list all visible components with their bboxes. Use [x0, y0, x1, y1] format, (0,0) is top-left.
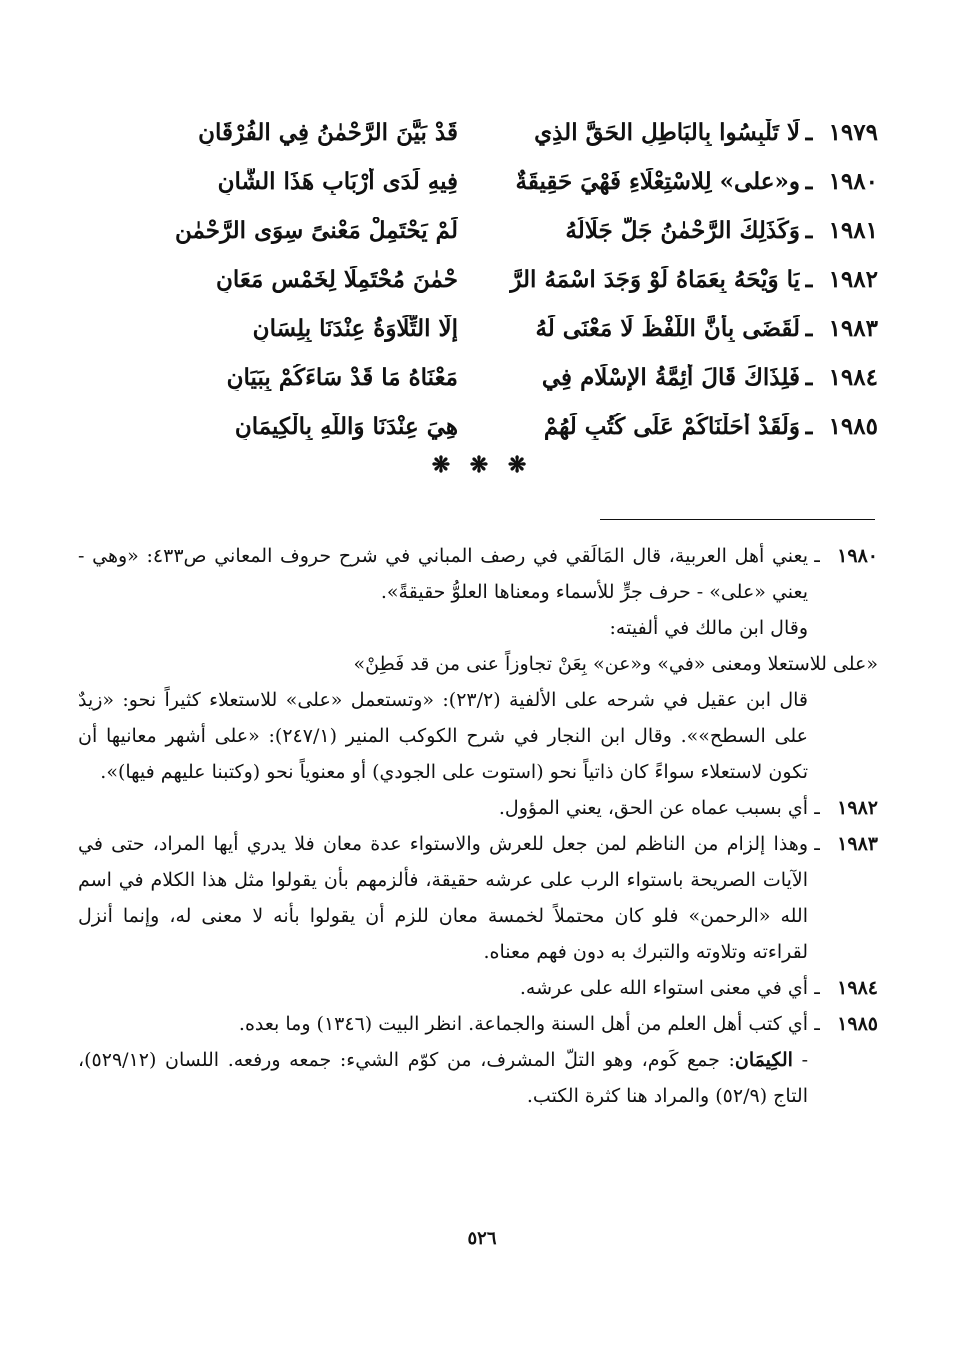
verse-dash: ـ [805, 315, 813, 342]
verse-dash: ـ [805, 168, 813, 195]
verse-second-hemistich: حْمٰنَ مُحْتَمِلًا لِخَمْسِ مَعَانِ [216, 266, 458, 293]
verse-line [78, 157, 878, 206]
verse-dash: ـ [805, 266, 813, 293]
verse-second-hemistich: لَمْ يَحْتَمِلْ مَعْنىً سِوَى الرَّحْمٰنِ [174, 217, 458, 244]
footnote-rule [600, 519, 875, 520]
verse-second-hemistich: هِيَ عِنْدَنَا وَاللَّهِ بِالْكِيمَانِ [234, 413, 458, 440]
verse-first-hemistich: يَا وَيْحَهُ بِعَمَاهُ لَوْ وَجَدَ اسْمَهُ الرَّ [510, 266, 800, 293]
term-definition: : جمع كَوم، وهو التلّ المشرف، من كوّم الشيء: جمعه ورفعه. اللسان (٥٢٩/١٢)، التاج (٥٢/٩) والمراد هنا كثرة الكتب. [78, 1049, 808, 1107]
footnote-body [78, 826, 808, 970]
footnote-paragraph: يعني أهل العربية، قال المَالَقي في رصف المباني في شرح حروف المعاني ص٤٣٣: «وهي - يعني «على» - حرف جرٍّ للأسماء ومعناها العلوُّ حقيقةً». [78, 545, 808, 603]
footnote-number: ١٩٨٠ [837, 545, 878, 567]
footnote [78, 538, 878, 790]
verse-second-hemistich: مَعْنَاهُ مَا قَدْ سَاءَكُمْ بِبَيَانِ [226, 364, 458, 391]
verse-first-hemistich: لَقَضَى بِأَنَّ اللَّفْظَ لَا مَعْنَى لَهُ [535, 315, 800, 342]
verse-second-hemistich: قَدْ بَيَّنَ الرَّحْمٰنُ فِي الفُرْقَانِ [198, 119, 458, 146]
verse-line [78, 206, 878, 255]
footnote-body [78, 970, 808, 1006]
verse-line [78, 304, 878, 353]
verse-number: ١٩٧٩ [828, 119, 878, 146]
verse-number: ١٩٨٣ [828, 315, 878, 342]
verse-line [78, 108, 878, 157]
footnote [78, 970, 878, 1006]
footnote-paragraph: وهذا إلزام من الناظم لمن جعل للعرش والاستواء عدة معان فلا يدري أيها المراد، حتى في الآيات الصريحة باستواء الرب على عرشه حقيقة، فألزمهم بأن يقولوا مثل هذا الكلام في اسم الله «الرحمن» فلو كان محتملاً لخمسة معان للزم أن يقولوا بأنه لا معنى له، وإنما أنزل لقراءته وتلاوته والتبرك به دون فهم معناه. [78, 833, 808, 963]
verse-number: ١٩٨٥ [828, 413, 878, 440]
footnote [78, 1006, 878, 1114]
footnote-dash: ـ [814, 797, 820, 819]
footnote-body [78, 790, 808, 826]
verse-dash: ـ [805, 119, 813, 146]
quoted-verse: «على للاستعلا ومعنى «في» و«عن» بِعَنْ تجاوزاً عنى من قد فَطِنْ» [353, 653, 878, 675]
verse-first-hemistich: لَا تَلْبِسُوا بِالبَاطِلِ الحَقَّ الذِي [534, 119, 800, 146]
footnote-dash: ـ [814, 545, 820, 567]
verse-number: ١٩٨٢ [828, 266, 878, 293]
verses-block [78, 108, 878, 451]
verse-line [78, 353, 878, 402]
footnote-dash: ـ [814, 1013, 820, 1035]
glossary-term: الكِيمَان [734, 1049, 793, 1071]
verse-line [78, 402, 878, 451]
verse-second-hemistich: إِلَّا التِّلَاوَةُ عِنْدَنَا بِلِسَانِ [252, 315, 458, 342]
footnote-paragraph: أي بسبب عماه عن الحق، يعني المؤول. [498, 797, 808, 819]
verse-first-hemistich: وَلَقَدْ أَحَلْنَاكُمْ عَلَى كُتُبٍ لَهُمْ [543, 413, 800, 440]
footnote-body [78, 1006, 808, 1114]
verse-first-hemistich: وَكَذَلِكَ الرَّحْمٰنُ جَلَّ جَلَالُهُ [565, 217, 800, 244]
footnote-number: ١٩٨٣ [837, 833, 878, 855]
term-prefix: - [792, 1049, 808, 1071]
page-number: ٥٢٦ [467, 1228, 497, 1249]
verse-first-hemistich: و«على» لِلاسْتِعْلَاءِ فَهْيَ حَقِيقَةٌ [515, 168, 800, 195]
verse-second-hemistich: فِيهِ لَدَى أَرْبَابِ هَذَا الشَّانِ [217, 168, 458, 195]
footnote-number: ١٩٨٤ [837, 977, 878, 999]
verse-number: ١٩٨٠ [828, 168, 878, 195]
footnote [78, 826, 878, 970]
verse-dash: ـ [805, 364, 813, 391]
verse-number: ١٩٨٤ [828, 364, 878, 391]
footnote-dash: ـ [814, 977, 820, 999]
footnote-paragraph: قال ابن عقيل في شرحه على الألفية (٢٣/٢): «وتستعمل «على» للاستعلاء كثيراً نحو: «زيدٌ على السطح»». وقال ابن النجار في شرح الكوكب المنير (٢٤٧/١): «على أشهر معانيها أن تكون لاستعلاء سواءً كان ذاتياً نحو (استوت على الجودي) أو معنوياً نحو (وكتبنا عليهم فيها)». [78, 689, 809, 783]
footnote-number: ١٩٨٢ [837, 797, 878, 819]
footnote-paragraph: وقال ابن مالك في ألفيته: [609, 617, 808, 639]
verse-number: ١٩٨١ [828, 217, 878, 244]
verse-dash: ـ [805, 217, 813, 244]
footnote [78, 790, 878, 826]
verse-dash: ـ [805, 413, 813, 440]
footnote-paragraph: أي كتب أهل العلم من أهل السنة والجماعة. انظر البيت (١٣٤٦) وما بعده. [238, 1013, 808, 1035]
verse-first-hemistich: فَلِذَاكَ قَالَ أَئِمَّةُ الإِسْلَامِ فِي [541, 364, 800, 391]
footnote-dash: ـ [814, 833, 820, 855]
section-separator: ❋ ❋ ❋ [431, 452, 533, 478]
footnote-term-paragraph [78, 1042, 808, 1114]
footnote-number: ١٩٨٥ [837, 1013, 878, 1035]
footnotes [78, 538, 878, 1114]
verse-line [78, 255, 878, 304]
footnote-paragraph: أي في معنى استواء الله على عرشه. [519, 977, 808, 999]
